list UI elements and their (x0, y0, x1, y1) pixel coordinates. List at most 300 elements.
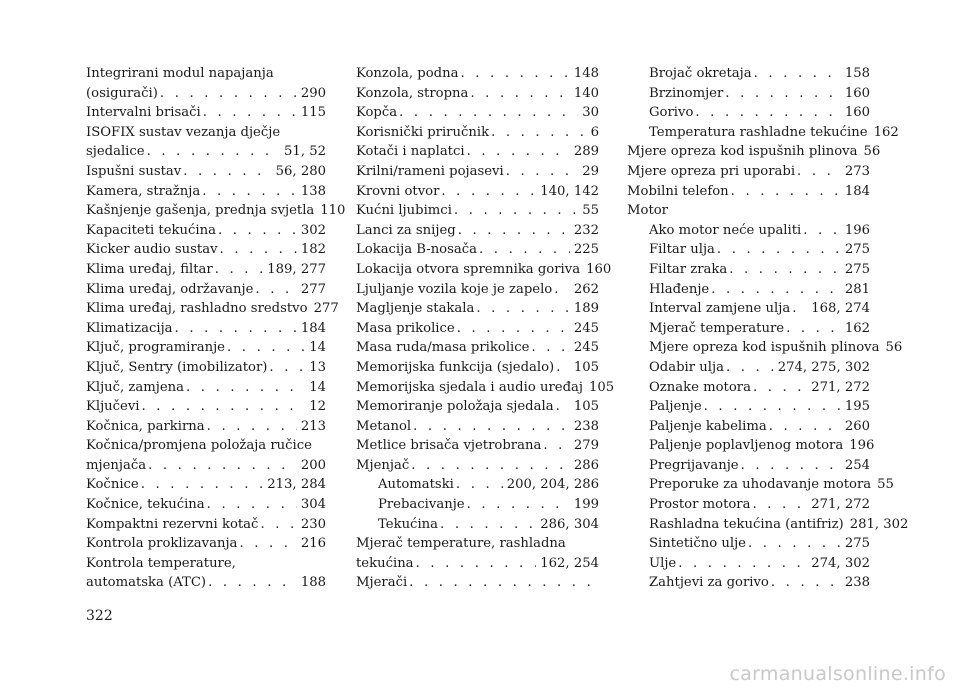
entry-term: Mjere opreza kod ispušnih plinova (627, 144, 858, 160)
entry-term: Ključ, zamjena (86, 379, 184, 395)
index-subentry (627, 397, 870, 417)
entry-term: Gorivo (649, 105, 694, 121)
entry-term: Memorijska funkcija (sjedalo) (356, 359, 555, 375)
entry-pages: 13 (309, 359, 326, 375)
page-number: 322 (86, 608, 113, 624)
entry-pages: 281 (844, 281, 870, 297)
index-subentry (627, 495, 870, 515)
index-subentry (356, 515, 599, 535)
dot-leader (506, 162, 579, 182)
entry-pages: 275 (844, 242, 870, 258)
index-entry (86, 417, 326, 437)
entry-term: Mjerač temperature (649, 320, 785, 336)
dot-leader (792, 299, 807, 319)
entry-term: Brzinomjer (649, 85, 724, 101)
index-entry (86, 182, 326, 202)
entry-pages: 238 (844, 575, 870, 591)
index-entry (627, 201, 870, 221)
entry-pages: 162 (873, 124, 899, 140)
index-entry (356, 319, 599, 339)
entry-term: mjenjača (86, 457, 147, 473)
entry-pages: 238 (573, 418, 599, 434)
index-subentry (356, 495, 599, 515)
index-entry (86, 84, 326, 104)
entry-pages: 281, 302 (849, 516, 909, 532)
entry-pages: 148 (573, 66, 599, 81)
entry-pages: 275 (844, 261, 870, 277)
entry-pages: 162, 254 (540, 555, 599, 571)
dot-leader (786, 319, 841, 339)
index-entry (86, 436, 326, 456)
entry-pages: 115 (300, 105, 326, 121)
entry-pages: 56, 280 (275, 163, 326, 179)
dot-leader (148, 456, 297, 476)
index-subentry (627, 573, 870, 593)
index-entry (356, 397, 599, 417)
entry-term: Korisnički priručnik (356, 124, 490, 140)
dot-leader (441, 182, 536, 202)
entry-term: Kompaktni rezervni kotač (86, 516, 259, 532)
entry-term: Kotači i naplatci (356, 144, 465, 160)
index-entry (356, 84, 599, 104)
index-entry (627, 182, 870, 202)
watermark: carmanualsonline.info (729, 663, 946, 685)
entry-term: sjedalice (86, 144, 145, 160)
entry-term: Masa prikolice (356, 320, 455, 336)
dot-leader (142, 397, 306, 417)
index-subentry (627, 456, 870, 476)
entry-term: ISOFIX sustav vezanja dječje (86, 124, 281, 140)
entry-pages: 232 (573, 222, 599, 238)
dot-leader (678, 554, 807, 574)
entry-term: Lokacija otvora spremnika goriva (356, 261, 581, 277)
dot-leader (454, 201, 578, 221)
index-entry (86, 475, 326, 495)
entry-term: Ako motor neće upaliti (649, 222, 802, 238)
index-entry (356, 299, 599, 319)
dot-leader (160, 84, 297, 104)
entry-pages: 12 (309, 399, 326, 415)
entry-term: Kašnjenje gašenja, prednja svjetla (86, 203, 315, 219)
entry-pages: 245 (573, 320, 599, 336)
entry-pages: 262 (573, 281, 599, 297)
index-entry (356, 103, 599, 123)
index-entry (86, 299, 339, 319)
entry-term: Ključevi (86, 399, 140, 415)
entry-pages: 279 (573, 438, 599, 454)
dot-leader (470, 84, 569, 104)
entry-term: Mjere opreza kod ispušnih plinova (649, 340, 880, 356)
entry-pages: 30 (582, 105, 599, 121)
dot-leader (416, 554, 537, 574)
index-entry (86, 534, 326, 554)
entry-term: automatska (ATC) (86, 575, 207, 591)
dot-leader (260, 515, 296, 535)
dot-leader (556, 358, 570, 378)
dot-leader (220, 240, 297, 260)
dot-leader (147, 142, 280, 162)
entry-pages: 277 (313, 301, 339, 317)
entry-term: Temperatura rashladne tekućine (649, 124, 868, 140)
entry-pages: 160 (844, 85, 870, 101)
entry-pages: 286 (573, 457, 599, 473)
dot-leader (458, 221, 570, 241)
index-subentry (627, 475, 894, 495)
entry-term: Klima uređaj, održavanje (86, 281, 254, 297)
entry-pages: 230 (300, 516, 326, 532)
index-subentry (627, 338, 903, 358)
entry-pages: 184 (844, 183, 870, 199)
entry-pages: 158 (844, 66, 870, 81)
entry-term: Mjerači (356, 575, 408, 591)
entry-pages: 302 (300, 222, 326, 238)
index-subentry (627, 436, 875, 456)
index-entry (356, 123, 599, 143)
entry-pages: 14 (309, 379, 326, 395)
dot-leader (725, 84, 841, 104)
dot-leader (141, 475, 264, 495)
dot-leader (748, 534, 841, 554)
index-entry (356, 240, 599, 260)
entry-term: Klima uređaj, filtar (86, 261, 213, 277)
entry-term: Mjere opreza pri uporabi (627, 163, 796, 179)
dot-leader (467, 495, 570, 515)
index-subentry (627, 260, 870, 280)
dot-leader (531, 338, 569, 358)
entry-pages: 189 (573, 301, 599, 317)
entry-pages: 140 (573, 85, 599, 101)
index-subentry (627, 103, 870, 123)
dot-leader (467, 142, 570, 162)
entry-term: Brojač okretaja (649, 66, 752, 81)
entry-pages: 216 (300, 536, 326, 552)
dot-leader (409, 573, 595, 593)
entry-pages: 290 (300, 85, 326, 101)
dot-leader (479, 240, 570, 260)
dot-leader (207, 495, 297, 515)
entry-term: Ulje (649, 555, 677, 571)
dot-leader (269, 358, 305, 378)
index-entry (86, 103, 326, 123)
dot-leader (769, 417, 841, 437)
index-entry (356, 358, 599, 378)
entry-term: Klima uređaj, rashladno sredstvo (86, 301, 308, 317)
entry-pages: 140, 142 (540, 183, 599, 199)
dot-leader (215, 260, 264, 280)
dot-leader (175, 319, 297, 339)
entry-term: Kućni ljubimci (356, 203, 452, 219)
index-entry (356, 142, 599, 162)
entry-term: Metanol (356, 418, 412, 434)
index-entry (356, 182, 599, 202)
entry-pages: 182 (300, 242, 326, 258)
entry-pages: 138 (300, 183, 326, 199)
index-entry (86, 280, 326, 300)
entry-term: Filtar zraka (649, 261, 728, 277)
entry-term: Motor (627, 203, 668, 219)
entry-pages: 200, 204, 286 (506, 477, 599, 493)
index-subentry (356, 475, 599, 495)
index-subentry (627, 84, 870, 104)
index-entry (356, 338, 599, 358)
entry-pages: 6 (590, 124, 599, 140)
dot-leader (457, 319, 570, 339)
entry-term: Interval zamjene ulja (649, 301, 791, 317)
index-subentry (627, 534, 870, 554)
entry-pages: 271, 272 (811, 379, 870, 395)
entry-term: Ljuljanje vozila koje je zapelo (356, 281, 553, 297)
index-entry (86, 201, 346, 221)
entry-term: Kočnica, parkirna (86, 418, 205, 434)
dot-leader (717, 240, 841, 260)
entry-term: Kicker audio sustav (86, 242, 218, 258)
entry-term: Paljenje kabelima (649, 418, 767, 434)
entry-term: Kontrola temperature, (86, 555, 236, 571)
index-entry (356, 436, 599, 456)
index-entry (86, 162, 326, 182)
entry-term: Memorijska sjedala i audio uređaj (356, 379, 583, 395)
dot-leader (413, 417, 570, 437)
entry-term: Konzola, stropna (356, 85, 469, 101)
dot-leader (753, 378, 807, 398)
index-subentry (627, 358, 870, 378)
entry-pages: 289 (573, 144, 599, 160)
entry-term: Integrirani modul napajanja (86, 66, 274, 81)
entry-pages: 160 (586, 261, 612, 277)
entry-term: Masa ruda/masa prikolice (356, 340, 530, 356)
entry-term: Memoriranje položaja sjedala (356, 399, 554, 415)
index-entry (356, 534, 599, 554)
dot-leader (411, 456, 570, 476)
dot-leader (460, 64, 569, 84)
entry-pages: 213, 284 (267, 477, 326, 493)
entry-pages: 200 (300, 457, 326, 473)
index-entry (86, 260, 326, 280)
index-entry (356, 378, 615, 398)
entry-pages: 274, 302 (811, 555, 870, 571)
entry-term: Odabir ulja (649, 359, 724, 375)
entry-term: (osigurači) (86, 85, 158, 101)
entry-term: Lanci za snijeg (356, 222, 456, 238)
index-subentry (627, 554, 870, 574)
dot-leader (476, 299, 569, 319)
entry-pages: 196 (849, 438, 875, 454)
entry-term: Paljenje poplavljenog motora (649, 438, 844, 454)
entry-pages: 168, 274 (811, 301, 870, 317)
dot-leader (731, 182, 841, 202)
dot-leader (771, 573, 841, 593)
entry-pages: 162 (844, 320, 870, 336)
entry-term: tekućina (356, 555, 414, 571)
dot-leader (207, 417, 297, 437)
entry-pages: 213 (300, 418, 326, 434)
dot-leader (803, 221, 841, 241)
index-subentry (627, 299, 870, 319)
index-entry (356, 456, 599, 476)
index-subentry (627, 280, 870, 300)
index-entry (86, 142, 326, 162)
entry-term: Kočnice (86, 477, 139, 493)
entry-pages: 105 (588, 379, 615, 395)
index-entry (86, 338, 326, 358)
entry-term: Zahtjevi za gorivo (649, 575, 769, 591)
entry-pages: 55 (877, 477, 894, 493)
index-entry (86, 358, 326, 378)
entry-pages: 225 (573, 242, 599, 258)
entry-pages: 188 (300, 575, 326, 591)
dot-leader (754, 64, 841, 84)
index-entry (86, 573, 326, 593)
entry-term: Hlađenje (649, 281, 710, 297)
index-entry (86, 397, 326, 417)
index-column-1 (86, 64, 346, 593)
entry-term: Klimatizacija (86, 320, 173, 336)
index-entry (356, 554, 599, 574)
entry-term: Lokacija B-nosača (356, 242, 477, 258)
entry-term: Kopča (356, 105, 398, 121)
dot-leader (726, 358, 774, 378)
entry-pages: 189, 277 (267, 261, 326, 277)
entry-pages: 184 (300, 320, 326, 336)
entry-pages: 260 (844, 418, 870, 434)
entry-term: Intervalni brisači (86, 105, 201, 121)
entry-term: Krovni otvor (356, 183, 440, 199)
index-entry (356, 201, 599, 221)
entry-term: Prostor motora (649, 497, 751, 513)
entry-term: Kamera, stražnja (86, 183, 201, 199)
index-entry (356, 221, 599, 241)
entry-pages: 245 (573, 340, 599, 356)
index-subentry (627, 221, 870, 241)
entry-pages: 55 (582, 203, 599, 219)
index-entry (356, 260, 612, 280)
index-subentry (627, 319, 870, 339)
entry-pages: 51, 52 (284, 144, 326, 160)
entry-term: Preporuke za uhodavanje motora (649, 477, 872, 493)
entry-pages: 110 (320, 203, 346, 219)
dot-leader (729, 260, 841, 280)
dot-leader (202, 182, 297, 202)
index-entry (356, 162, 599, 182)
dot-leader (239, 534, 296, 554)
entry-term: Metlice brisača vjetrobrana (356, 438, 542, 454)
index-entry (86, 456, 326, 476)
dot-leader (556, 397, 570, 417)
index-entry (86, 515, 326, 535)
index-entry (86, 64, 326, 84)
index-column-3 (627, 64, 909, 593)
entry-pages: 286, 304 (540, 516, 599, 532)
entry-term: Kontrola proklizavanja (86, 536, 238, 552)
dot-leader (255, 280, 296, 300)
entry-term: Rashladna tekućina (antifriz) (649, 516, 844, 532)
index-entry (86, 319, 326, 339)
entry-pages: 277 (300, 281, 326, 297)
entry-term: Pregrijavanje (649, 457, 739, 473)
dot-leader (741, 456, 841, 476)
entry-term: Mjenjač (356, 457, 410, 473)
entry-term: Mobilni telefon (627, 183, 729, 199)
entry-pages: 14 (309, 340, 326, 356)
entry-pages: 29 (582, 163, 599, 179)
entry-term: Oznake motora (649, 379, 751, 395)
dot-leader (554, 280, 570, 300)
index-entry (356, 573, 599, 593)
entry-pages: 196 (844, 222, 870, 238)
index-subentry (627, 64, 870, 84)
entry-pages: 105 (573, 359, 599, 375)
dot-leader (695, 103, 840, 123)
entry-pages: 199 (573, 497, 599, 513)
entry-term: Kočnica/promjena položaja ručice (86, 438, 312, 454)
index-column-2 (356, 64, 615, 593)
dot-leader (440, 515, 536, 535)
entry-pages: 254 (844, 457, 870, 473)
dot-leader (208, 573, 297, 593)
index-subentry (627, 378, 870, 398)
index-entry (356, 417, 599, 437)
entry-pages: 275 (844, 536, 870, 552)
entry-term: Ključ, programiranje (86, 340, 225, 356)
dot-leader (218, 221, 297, 241)
entry-pages: 271, 272 (811, 497, 870, 513)
entry-term: Ključ, Sentry (imobilizator) (86, 359, 268, 375)
entry-pages: 160 (844, 105, 870, 121)
index-subentry (627, 515, 909, 535)
entry-term: Sintetično ulje (649, 536, 746, 552)
index-entry (86, 221, 326, 241)
dot-leader (456, 475, 503, 495)
dot-leader (399, 103, 578, 123)
entry-pages: 274, 275, 302 (777, 359, 870, 375)
entry-term: Konzola, podna (356, 66, 459, 81)
dot-leader (704, 397, 841, 417)
dot-leader (491, 123, 587, 143)
entry-pages: 56 (885, 340, 903, 356)
entry-term: Krilni/rameni pojasevi (356, 163, 504, 179)
entry-term: Ispušni sustav (86, 163, 182, 179)
index-subentry (627, 240, 870, 260)
dot-leader (752, 495, 807, 515)
dot-leader (183, 162, 271, 182)
entry-term: Filtar ulja (649, 242, 715, 258)
dot-leader (186, 378, 305, 398)
dot-leader (797, 162, 841, 182)
entry-term: Magljenje stakala (356, 301, 475, 317)
dot-leader (711, 280, 841, 300)
index-subentry (627, 417, 870, 437)
entry-term: Kočnice, tekućina (86, 497, 205, 513)
dot-leader (227, 338, 305, 358)
entry-pages: 56 (863, 144, 881, 160)
index-entry (86, 378, 326, 398)
entry-term: Paljenje (649, 399, 702, 415)
index-entry (86, 123, 326, 143)
dot-leader (203, 103, 297, 123)
index-entry (86, 495, 326, 515)
dot-leader (543, 436, 570, 456)
index-entry (86, 240, 326, 260)
index-entry (627, 142, 881, 162)
index-subentry (627, 123, 899, 143)
entry-term: Prebacivanje (378, 497, 465, 513)
entry-term: Mjerač temperature, rashladna (356, 536, 566, 552)
entry-term: Tekućina (378, 516, 439, 532)
index-entry (86, 554, 326, 574)
entry-pages: 273 (844, 163, 870, 179)
entry-pages: 304 (300, 497, 326, 513)
entry-pages: 105 (573, 399, 599, 415)
